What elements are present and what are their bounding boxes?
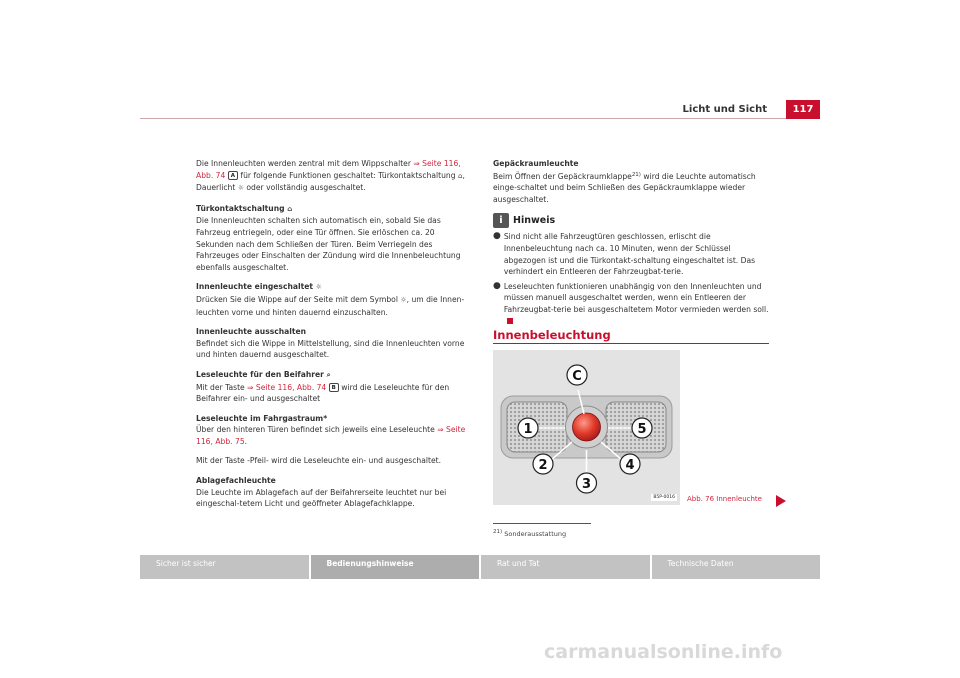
header-rule	[140, 118, 820, 119]
footer-tab-rat-und-tat[interactable]: Rat und Tat	[481, 555, 652, 579]
text-ausschalten: Befindet sich die Wippe in Mittelstellung, sind die Innenleuchten vorne und hinten dauernd ausgeschaltet.	[196, 338, 465, 360]
door-contact-icon: ⌂	[457, 171, 463, 180]
footer-tab-bedienungshinweise[interactable]: Bedienungshinweise	[311, 555, 482, 579]
page-number: 117	[786, 100, 820, 119]
footnote-rule	[493, 523, 591, 524]
interior-light-icon: ☼	[400, 295, 407, 304]
figure-label-c: C	[572, 369, 582, 384]
heading-eingeschaltet: Innenleuchte eingeschaltet ☼	[196, 282, 322, 292]
note-bullet: ● Sind nicht alle Fahrzeugtüren geschlossen, erlischt die Innenbeleuchtung nach ca. 10 Minuten, wenn der Schlüssel abgezogen ist und die Türkontakt-schaltung eingeschaltet ist. Das verhindert ein Entleeren der Fahrzeugbat-terie.	[493, 231, 756, 277]
figure-caption: Abb. 76 Innenleuchte	[687, 495, 762, 503]
end-mark-icon	[507, 318, 513, 324]
link-abb-74[interactable]: ⇒ Seite 116, Abb. 74	[196, 159, 461, 180]
reading-light-icon: ⌕	[326, 370, 331, 379]
text-eingeschaltet: Drücken Sie die Wippe auf der Seite mit dem Symbol ☼, um die Innen-leuchten vorne und hinten dauernd einzuschalten.	[196, 294, 465, 317]
figure-code: B5P-0016	[653, 495, 675, 500]
link-abb-75[interactable]: ⇒ Seite 116, Abb. 75	[196, 425, 466, 446]
footnote: $^{21)}$ Sonderausstattung	[493, 529, 567, 538]
heading-gepaeckraum: Gepäckraumleuchte	[493, 159, 579, 168]
figure-label-5: 5	[637, 422, 647, 437]
footnote-ref: 21)	[631, 171, 641, 178]
header-title: Licht und Sicht	[682, 104, 767, 115]
door-contact-icon: ⌂	[287, 204, 293, 213]
heading-ausschalten: Innenleuchte ausschalten	[196, 327, 307, 337]
figure-label-1: 1	[523, 422, 533, 437]
next-arrow-icon[interactable]	[776, 495, 786, 507]
heading-ablagefach: Ablagefachleuchte	[196, 476, 276, 486]
interior-light-icon: ☼	[237, 184, 244, 193]
text-leseleuchte-fahrgastraum: Über den hinteren Türen befindet sich jeweils eine Leseleuchte ⇒ Seite 116, Abb. 75.	[196, 425, 466, 446]
note-icon: i	[493, 213, 509, 228]
right-column	[493, 158, 769, 327]
heading-leseleuchte-fahrgastraum: Leseleuchte im Fahrgastraum*	[196, 413, 328, 423]
footer-nav	[140, 555, 820, 579]
watermark: carmanualsonline.info	[544, 641, 783, 663]
section-heading: Innenbeleuchtung	[493, 328, 611, 342]
footer-tab-technische-daten[interactable]: Technische Daten	[667, 559, 734, 568]
left-column	[196, 158, 472, 510]
text-leseleuchte-beifahrer: Mit der Taste ⇒ Seite 116, Abb. 74 B wird die Leseleuchte für den Beifahrer ein- und ausgeschaltet	[196, 382, 450, 404]
figure-illustration	[493, 350, 680, 505]
text-gepaeckraum: Beim Öffnen der Gepäckraumklappe$^{21)}$ wird die Leuchte automatisch einge-schaltet und beim Schließen des Gepäckraumklappe wieder ausgeschaltet.	[493, 171, 756, 204]
note-header	[493, 213, 769, 228]
figure-label-2: 2	[538, 458, 548, 473]
footer-tab-sicher[interactable]: Sicher ist sicher	[140, 555, 311, 579]
link-abb-74-b[interactable]: ⇒ Seite 116, Abb. 74	[247, 382, 327, 392]
heading-tuerkontakt: Türkontaktschaltung ⌂	[196, 203, 293, 213]
key-a: A	[228, 171, 238, 180]
note-title: Hinweis	[513, 215, 556, 227]
figure-label-3: 3	[581, 477, 592, 492]
figure-label-4: 4	[625, 458, 635, 473]
text-tuerkontakt: Die Innenleuchten schalten sich automatisch ein, sobald Sie das Fahrzeug entriegeln, oder eine Tür öffnen. Sie erlöschen ca. 20 Sekunden nach dem Schließen der Türen. Beim Verriegeln des Fahrzeuges oder Einschalten der Zündung wird die Innenbeleuchtung ebenfalls ausgeschaltet.	[196, 216, 461, 272]
key-b: B	[329, 383, 339, 392]
bullet-icon: ●	[493, 231, 501, 242]
intro-paragraph: Die Innenleuchten werden zentral mit dem Wippschalter ⇒ Seite 116, Abb. 74 A für folgende Funktionen geschaltet: Türkontaktschaltung ⌂, Dauerlicht ☼ oder vollständig ausgeschaltet.	[196, 159, 465, 193]
bullet-icon: ●	[493, 280, 501, 291]
text-ablagefach: Die Leuchte im Ablagefach auf der Beifahrerseite leuchtet nur bei eingeschal-tetem Licht und geöffneter Ablagefachklappe.	[196, 487, 447, 509]
heading-leseleuchte-beifahrer: Leseleuchte für den Beifahrer ⌕	[196, 369, 331, 379]
text-taste-pfeil: Mit der Taste -Pfeil- wird die Leseleuchte ein- und ausgeschaltet.	[196, 456, 442, 466]
figure-innenleuchte	[493, 350, 680, 505]
interior-light-icon: ☼	[315, 283, 322, 292]
section-rule	[493, 343, 769, 344]
note-bullet: ● Leseleuchten funktionieren unabhängig von den Innenleuchten und müssen manuell ausgeschaltet werden, wenn ein Entleeren der Fahrzeugbat-terie bei ausgeschaltetem Motor vermieden werden soll.	[493, 281, 769, 327]
